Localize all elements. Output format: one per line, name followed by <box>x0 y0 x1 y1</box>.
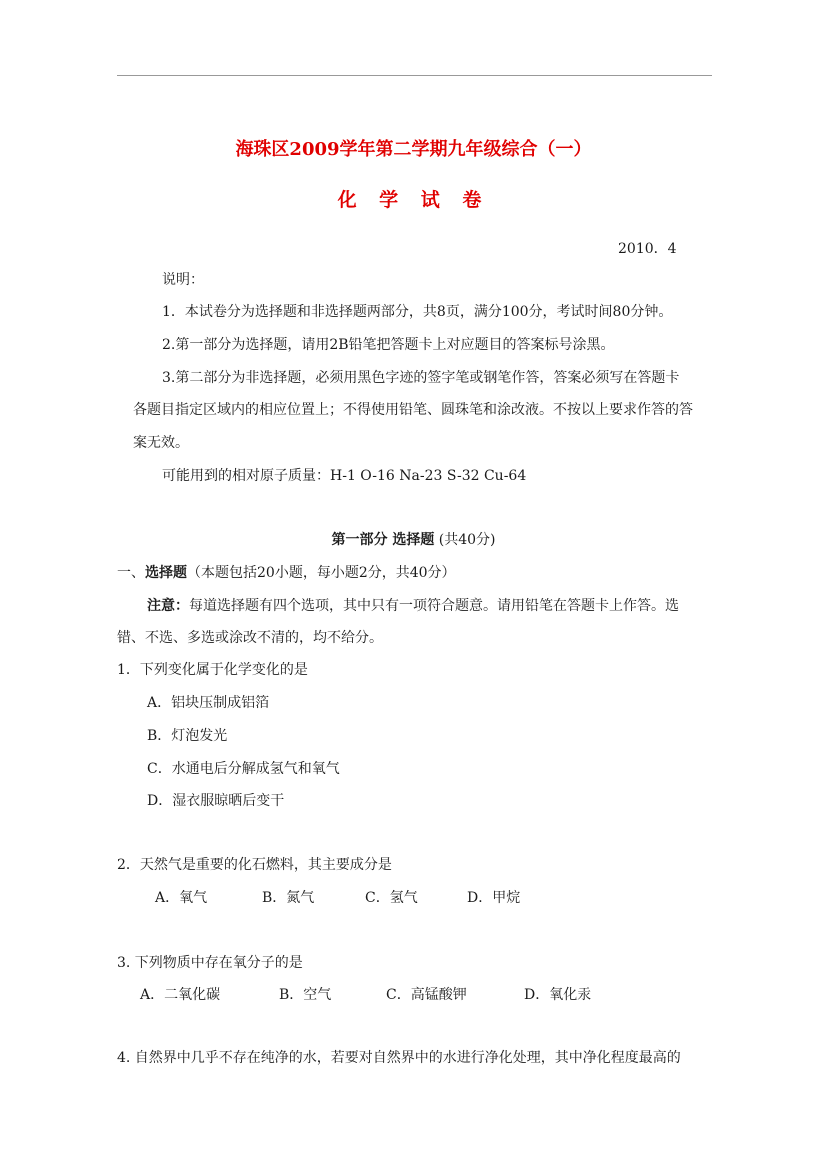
question-2-option-b: B．氮气 <box>262 890 315 906</box>
part1-heading-bold: 第一部分 选择题 <box>331 532 435 548</box>
instructions-heading: 说明： <box>162 272 204 288</box>
header-rule <box>117 75 712 76</box>
section-description: （本题包括20小题，每小题2分，共40分） <box>187 565 456 581</box>
question-3-option-c: C．高锰酸钾 <box>386 987 467 1003</box>
question-1-option-a: A．铝块压制成铝箔 <box>147 695 270 711</box>
question-4-stem: 4. 自然界中几乎不存在纯净的水，若要对自然界中的水进行净化处理，其中净化程度最高的 <box>117 1050 681 1066</box>
instruction-3-line3: 案无效。 <box>133 435 189 451</box>
instruction-3-line2: 各题目指定区域内的相应位置上；不得使用铅笔、圆珠笔和涂改液。不按以上要求作答的答 <box>133 402 693 418</box>
question-3-option-d: D．氧化汞 <box>524 987 592 1003</box>
note-label: 注意： <box>147 598 189 614</box>
exam-date: 2010．4 <box>618 241 677 257</box>
part1-heading <box>0 532 827 549</box>
question-1-stem: 1．下列变化属于化学变化的是 <box>117 662 308 678</box>
section-title: 选择题 <box>145 565 187 581</box>
note-line2: 错、不选、多选或涂改不清的，均不给分。 <box>117 630 383 646</box>
question-2-stem: 2．天然气是重要的化石燃料，其主要成分是 <box>117 857 392 873</box>
question-2-option-d: D．甲烷 <box>467 890 521 906</box>
instruction-2: 2.第一部分为选择题，请用2B铅笔把答题卡上对应题目的答案标号涂黑。 <box>162 337 615 353</box>
question-2-option-c: C．氢气 <box>365 890 418 906</box>
question-1-option-b: B．灯泡发光 <box>147 728 228 744</box>
question-1-option-d: D．湿衣服晾晒后变干 <box>147 793 285 809</box>
atomic-mass-line: 可能用到的相对原子质量：H-1 O-16 Na-23 S-32 Cu-64 <box>162 468 527 484</box>
question-3-option-a: A．二氧化碳 <box>140 987 221 1003</box>
section-prefix: 一、 <box>117 565 145 581</box>
part1-heading-rest: (共40分) <box>434 532 496 548</box>
question-3-stem: 3. 下列物质中存在氧分子的是 <box>117 955 303 971</box>
question-1-option-c: C．水通电后分解成氢气和氧气 <box>147 761 340 777</box>
question-3-option-b: B．空气 <box>279 987 332 1003</box>
note-text: 每道选择题有四个选项，其中只有一项符合题意。请用铅笔在答题卡上作答。选 <box>189 598 679 614</box>
instruction-3-line1: 3.第二部分为非选择题，必须用黑色字迹的签字笔或钢笔作答，答案必须写在答题卡 <box>162 370 680 386</box>
note-line1 <box>147 598 679 615</box>
exam-title: 海珠区2009学年第二学期九年级综合（一） <box>235 139 592 160</box>
exam-subtitle: 化 学 试 卷 <box>337 189 490 211</box>
instruction-1: 1．本试卷分为选择题和非选择题两部分，共8页，满分100分，考试时间80分钟。 <box>162 304 673 320</box>
section-heading <box>117 565 456 582</box>
question-2-option-a: A．氧气 <box>155 890 208 906</box>
